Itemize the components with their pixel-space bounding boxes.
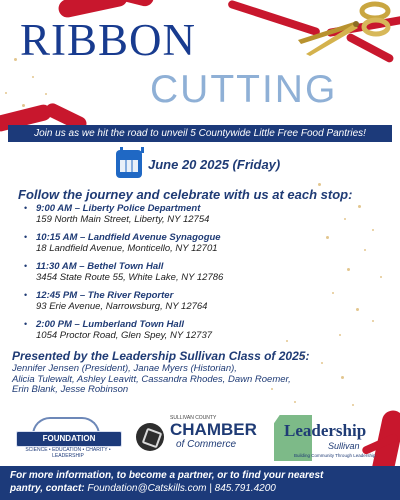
bullet-icon: • <box>24 261 28 271</box>
stop-item <box>24 232 324 254</box>
footer-line-1: For more information, to become a partner, or to find your nearest <box>10 470 324 481</box>
stop-time-place: 2:00 PM – Lumberland Town Hall <box>36 319 184 330</box>
stop-address: 1054 Proctor Road, Glen Spey, NY 12737 <box>36 330 213 341</box>
chamber-topline: SULLIVAN COUNTY <box>170 415 217 421</box>
footer-line-2-label: pantry, contact: <box>10 483 85 494</box>
journey-heading: Follow the journey and celebrate with us at each stop: <box>18 187 353 202</box>
sponsor-logos <box>10 415 390 463</box>
stop-list <box>24 203 324 348</box>
contact-footer <box>0 466 400 500</box>
class-member-names <box>12 364 372 396</box>
leadership-subtitle: Sullivan <box>328 441 360 451</box>
stop-address: 159 North Main Street, Liberty, NY 12754 <box>36 214 210 225</box>
names-line: Erin Blank, Jesse Robinson <box>12 384 129 395</box>
event-date <box>116 150 296 181</box>
leadership-title: Leadership <box>284 421 367 440</box>
stop-address: 18 Landfield Avenue, Monticello, NY 12701 <box>36 243 218 254</box>
title-ribbon: RIBBON <box>20 15 197 65</box>
stop-time-place: 11:30 AM – Bethel Town Hall <box>36 261 164 272</box>
names-line: Alicia Tulewalt, Ashley Leavitt, Cassandra Rhodes, Dawn Roemer, <box>12 373 291 385</box>
stop-address: 3454 State Route 55, White Lake, NY 12786 <box>36 272 224 283</box>
bullet-icon: • <box>24 319 28 329</box>
chamber-subline: of Commerce <box>176 439 237 450</box>
leadership-logo <box>274 415 374 463</box>
chamber-logo <box>136 415 257 463</box>
stop-time-place: 9:00 AM – Liberty Police Department <box>36 203 201 214</box>
scissors-icon <box>280 0 398 56</box>
stop-time-place: 12:45 PM – The River Reporter <box>36 290 174 301</box>
stop-item <box>24 319 324 341</box>
stop-item <box>24 261 324 283</box>
stop-time-place: 10:15 AM – Landfield Avenue Synagogue <box>36 232 221 243</box>
leadership-tagline: Building Community Through Leadership <box>294 453 376 458</box>
calendar-icon <box>116 150 142 178</box>
foundation-name: FOUNDATION <box>16 431 122 447</box>
names-line: Jennifer Jensen (President), Janae Myers (Historian), <box>12 363 237 374</box>
bullet-icon: • <box>24 203 28 213</box>
announcement-banner: Join us as we hit the road to unveil 5 Countywide Little Free Food Pantries! <box>8 125 392 142</box>
bullet-icon: • <box>24 232 28 242</box>
stop-item <box>24 203 324 225</box>
stop-item <box>24 290 324 312</box>
bullet-icon: • <box>24 290 28 300</box>
chamber-name: CHAMBER <box>170 420 257 439</box>
chamber-mark-icon <box>136 423 164 451</box>
title-cutting: CUTTING <box>150 68 338 111</box>
foundation-tagline: SCIENCE • EDUCATION • CHARITY • LEADERSHIP <box>25 447 111 459</box>
stop-address: 93 Erie Avenue, Narrowsburg, NY 12764 <box>36 301 208 312</box>
presented-by-heading: Presented by the Leadership Sullivan Class of 2025: <box>12 349 310 363</box>
event-date-text: June 20 2025 (Friday) <box>148 157 281 172</box>
foundation-logo <box>14 417 122 459</box>
contact-info: Foundation@Catskills.com | 845.791.4200 <box>87 483 276 494</box>
